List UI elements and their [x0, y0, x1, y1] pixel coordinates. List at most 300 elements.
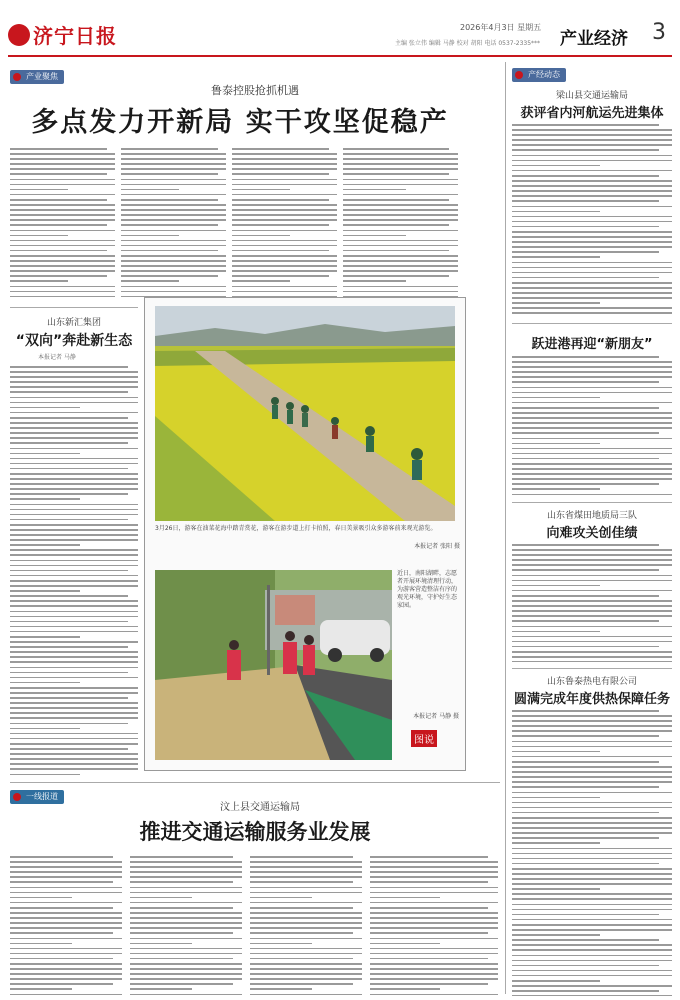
text-line	[10, 493, 128, 495]
text-line	[232, 291, 337, 293]
text-line	[232, 209, 337, 211]
text-line	[512, 730, 672, 732]
text-line	[343, 184, 458, 186]
text-line	[121, 199, 218, 201]
lead-tag	[10, 70, 64, 84]
text-line	[10, 168, 115, 170]
text-line	[10, 748, 128, 750]
bottom-kicker: 汶上县交通运输局	[220, 802, 300, 813]
lead-kicker: 鲁泰控股抢抓机遇	[211, 84, 299, 97]
text-line	[10, 978, 122, 980]
text-line	[232, 260, 337, 262]
text-line	[10, 366, 128, 368]
left-story-byline: 本报记者 马静	[38, 354, 76, 361]
text-line	[10, 376, 138, 378]
text-line	[512, 427, 672, 429]
text-line	[10, 280, 68, 282]
text-line	[130, 917, 242, 919]
text-line	[10, 758, 138, 760]
text-line	[10, 448, 138, 450]
right-story1-text	[512, 124, 672, 316]
text-line	[10, 697, 128, 699]
text-line	[130, 938, 242, 940]
text-line	[10, 245, 115, 247]
text-line	[512, 715, 672, 717]
text-line	[130, 892, 242, 894]
text-line	[370, 892, 498, 894]
text-line	[512, 939, 659, 941]
text-line	[512, 422, 672, 424]
text-line	[343, 230, 458, 232]
text-line	[512, 746, 672, 748]
text-line	[512, 822, 672, 824]
photo-side-caption: 近日，南阳湖畔，志愿者开展环境清理行动，为游客营造整洁有序的观光环境，守护好生态家园。	[397, 570, 458, 609]
text-line	[121, 265, 226, 267]
text-line	[121, 163, 226, 165]
text-line	[10, 163, 115, 165]
left-story-rule	[10, 307, 138, 308]
text-line	[10, 580, 138, 582]
text-line	[10, 296, 115, 298]
text-line	[121, 270, 226, 272]
text-line	[121, 240, 226, 242]
text-line	[370, 988, 440, 990]
text-line	[512, 955, 672, 957]
text-line	[121, 230, 226, 232]
text-line	[232, 235, 290, 237]
photo-rapeseed-field	[155, 306, 455, 521]
text-line	[370, 871, 498, 873]
text-line	[10, 871, 122, 873]
text-line	[512, 221, 672, 223]
text-line	[512, 888, 600, 890]
text-line	[10, 270, 115, 272]
photo-side-credit: 本报记者 马静 摄	[413, 713, 459, 720]
text-line	[512, 226, 659, 228]
text-line	[10, 922, 122, 924]
text-line	[512, 817, 672, 819]
text-line	[250, 861, 362, 863]
text-line	[121, 179, 226, 181]
text-line	[343, 153, 458, 155]
text-line	[343, 270, 458, 272]
text-line	[121, 250, 218, 252]
text-line	[512, 600, 672, 602]
text-line	[370, 912, 498, 914]
text-line	[130, 958, 233, 960]
text-line	[370, 887, 498, 889]
text-line	[10, 199, 107, 201]
text-line	[512, 735, 659, 737]
text-line	[10, 973, 122, 975]
text-line	[232, 224, 329, 226]
text-line	[10, 963, 122, 965]
text-line	[232, 270, 337, 272]
photo-caption: 3月26日，游客在油菜花海中踏青赏花，游客在游步道上打卡拍照，春日美景吸引众多游客前来观光游览。	[155, 525, 437, 532]
column-rule	[505, 62, 506, 994]
right-rule-3	[512, 668, 672, 669]
text-line	[512, 585, 600, 587]
text-line	[10, 917, 122, 919]
text-line	[250, 881, 353, 883]
text-line	[343, 224, 449, 226]
text-line	[10, 876, 122, 878]
text-line	[130, 953, 242, 955]
text-line	[130, 988, 192, 990]
text-line	[130, 922, 242, 924]
text-line	[10, 707, 138, 709]
lead-tag-label: 产业聚焦	[26, 72, 58, 81]
text-line	[343, 255, 458, 257]
text-line	[512, 605, 672, 607]
text-line	[130, 994, 242, 996]
text-line	[10, 397, 138, 399]
bottom-text-col-2	[130, 856, 242, 996]
text-line	[370, 948, 498, 950]
text-line	[512, 458, 659, 460]
text-line	[512, 863, 659, 865]
text-line	[512, 488, 600, 490]
text-line	[370, 978, 498, 980]
text-line	[10, 219, 115, 221]
text-line	[121, 260, 226, 262]
text-line	[232, 240, 337, 242]
text-line	[232, 199, 329, 201]
text-line	[10, 631, 138, 633]
text-line	[512, 636, 672, 638]
text-line	[512, 812, 659, 814]
text-line	[232, 265, 337, 267]
text-line	[370, 963, 498, 965]
text-line	[512, 575, 672, 577]
text-line	[10, 881, 113, 883]
text-line	[232, 214, 337, 216]
text-line	[232, 230, 337, 232]
photo-badge: 图说	[411, 730, 437, 747]
text-line	[10, 651, 138, 653]
text-line	[250, 912, 362, 914]
text-line	[370, 876, 498, 878]
text-line	[10, 483, 138, 485]
page-number: 3	[652, 20, 666, 45]
text-line	[343, 286, 458, 288]
bottom-story-rule	[10, 782, 500, 783]
text-line	[121, 235, 179, 237]
text-line	[10, 549, 138, 551]
text-line	[10, 611, 138, 613]
text-line	[512, 554, 672, 556]
text-line	[10, 585, 138, 587]
text-line	[512, 302, 600, 304]
text-line	[10, 570, 128, 572]
tag-dot-icon	[13, 793, 21, 801]
text-line	[130, 932, 233, 934]
text-line	[512, 292, 672, 294]
text-line	[250, 856, 353, 858]
text-line	[130, 907, 233, 909]
text-line	[512, 898, 672, 900]
text-line	[130, 856, 233, 858]
text-line	[232, 148, 329, 150]
text-line	[232, 219, 337, 221]
text-line	[10, 712, 138, 714]
text-line	[512, 873, 672, 875]
text-line	[250, 866, 362, 868]
text-line	[10, 932, 113, 934]
right-story1-headline: 获评省内河航运先进集体	[520, 106, 664, 121]
text-line	[10, 988, 72, 990]
text-line	[250, 917, 362, 919]
text-line	[10, 209, 115, 211]
text-line	[10, 189, 68, 191]
text-line	[370, 938, 498, 940]
text-line	[10, 504, 138, 506]
text-line	[370, 856, 488, 858]
text-line	[10, 927, 122, 929]
text-line	[512, 970, 672, 972]
text-line	[512, 909, 672, 911]
text-line	[250, 994, 362, 996]
text-line	[512, 651, 672, 653]
text-line	[10, 468, 128, 470]
text-line	[512, 792, 672, 794]
text-line	[250, 922, 362, 924]
text-line	[512, 246, 672, 248]
text-line	[10, 524, 138, 526]
text-line	[512, 216, 672, 218]
text-line	[512, 473, 672, 475]
lead-text-col-3	[232, 148, 337, 298]
text-line	[512, 559, 672, 561]
text-line	[343, 214, 458, 216]
text-line	[10, 386, 138, 388]
text-line	[10, 291, 115, 293]
text-line	[512, 155, 672, 157]
logo-seal-icon	[8, 24, 30, 46]
text-line	[10, 260, 115, 262]
text-line	[10, 230, 115, 232]
text-line	[10, 723, 128, 725]
text-line	[10, 636, 80, 638]
text-line	[512, 468, 672, 470]
text-line	[512, 483, 659, 485]
text-line	[10, 173, 107, 175]
text-line	[512, 124, 659, 126]
text-line	[250, 876, 362, 878]
text-line	[512, 165, 600, 167]
tag-dot-icon	[515, 71, 523, 79]
text-line	[512, 236, 672, 238]
text-line	[10, 148, 107, 150]
text-line	[512, 924, 672, 926]
text-line	[10, 738, 138, 740]
text-line	[232, 194, 337, 196]
text-line	[121, 173, 218, 175]
text-line	[232, 280, 290, 282]
text-line	[512, 756, 672, 758]
text-line	[512, 417, 672, 419]
text-line	[10, 641, 138, 643]
text-line	[10, 912, 122, 914]
text-line	[250, 948, 362, 950]
text-line	[10, 605, 138, 607]
text-line	[232, 255, 337, 257]
text-line	[121, 204, 226, 206]
text-line	[512, 297, 672, 299]
text-line	[250, 871, 362, 873]
section-title: 产业经济	[560, 29, 628, 49]
text-line	[512, 934, 600, 936]
text-line	[10, 646, 128, 648]
text-line	[10, 616, 138, 618]
lead-text-col-1	[10, 148, 115, 298]
text-line	[10, 600, 138, 602]
text-line	[512, 766, 672, 768]
text-line	[512, 185, 672, 187]
right-story3-text	[512, 544, 672, 662]
text-line	[512, 139, 672, 141]
text-line	[512, 376, 672, 378]
text-line	[512, 312, 672, 314]
text-line	[343, 291, 458, 293]
left-story-kicker: 山东新汇集团	[46, 318, 101, 328]
text-line	[10, 753, 138, 755]
text-line	[343, 260, 458, 262]
text-line	[10, 158, 115, 160]
text-line	[512, 256, 600, 258]
text-line	[10, 656, 138, 658]
text-line	[512, 381, 659, 383]
text-line	[512, 615, 672, 617]
text-line	[370, 968, 498, 970]
text-line	[343, 235, 406, 237]
text-line	[370, 958, 488, 960]
text-line	[512, 661, 672, 662]
text-line	[10, 235, 68, 237]
text-line	[250, 983, 353, 985]
text-line	[232, 168, 337, 170]
text-line	[512, 160, 672, 162]
text-line	[121, 153, 226, 155]
photo-credit: 本报记者 张阳 摄	[414, 543, 460, 550]
text-line	[343, 163, 458, 165]
spacer	[470, 148, 474, 149]
right-story4-text	[512, 710, 672, 996]
right-story3-headline: 向难攻关创佳绩	[546, 526, 638, 541]
text-line	[10, 286, 115, 288]
text-line	[512, 206, 672, 208]
tag-dot-icon	[13, 73, 21, 81]
text-line	[512, 448, 672, 450]
text-line	[10, 255, 115, 257]
text-line	[10, 509, 138, 511]
left-story-headline: “双向”奔赴新生态	[15, 333, 133, 349]
text-line	[130, 902, 242, 904]
text-line	[512, 761, 659, 763]
text-line	[343, 194, 458, 196]
lead-headline: 多点发力开新局 实干攻坚促稳产	[31, 107, 449, 138]
text-line	[343, 250, 449, 252]
text-line	[10, 983, 113, 985]
text-line	[130, 927, 242, 929]
left-story-text	[10, 366, 138, 778]
text-line	[10, 250, 107, 252]
text-line	[512, 175, 659, 177]
text-line	[512, 200, 659, 202]
text-line	[232, 184, 337, 186]
text-line	[10, 560, 138, 562]
right-story2-text	[512, 356, 672, 496]
text-line	[343, 199, 449, 201]
right-rule-1	[512, 323, 672, 324]
text-line	[10, 702, 138, 704]
text-line	[121, 189, 179, 191]
text-line	[10, 661, 138, 663]
text-line	[232, 250, 329, 252]
text-line	[512, 544, 659, 546]
text-line	[343, 148, 449, 150]
text-line	[121, 194, 226, 196]
text-line	[10, 672, 128, 674]
text-line	[10, 590, 80, 592]
text-line	[10, 728, 80, 730]
text-line	[343, 173, 449, 175]
text-line	[121, 255, 226, 257]
text-line	[512, 438, 672, 440]
text-line	[250, 907, 353, 909]
text-line	[512, 656, 672, 658]
text-line	[130, 887, 242, 889]
text-line	[10, 866, 122, 868]
text-line	[121, 209, 226, 211]
bottom-text-col-4	[370, 856, 498, 996]
text-line	[512, 848, 672, 850]
text-line	[512, 569, 659, 571]
text-line	[10, 412, 138, 414]
text-line	[130, 978, 242, 980]
right-story4-headline: 圆满完成年度供热保障任务	[513, 692, 670, 707]
text-line	[370, 907, 488, 909]
text-line	[512, 356, 659, 358]
text-line	[512, 868, 672, 870]
text-line	[250, 953, 362, 955]
text-line	[512, 837, 659, 839]
text-line	[512, 858, 672, 860]
text-line	[130, 897, 192, 899]
text-line	[512, 641, 672, 643]
text-line	[512, 361, 672, 363]
text-line	[343, 219, 458, 221]
text-line	[10, 948, 122, 950]
bottom-text-col-1	[10, 856, 122, 996]
text-line	[512, 195, 672, 197]
text-line	[250, 973, 362, 975]
text-line	[250, 927, 362, 929]
text-line	[512, 883, 672, 885]
text-line	[10, 453, 80, 455]
text-line	[250, 932, 353, 934]
text-line	[512, 786, 659, 788]
text-line	[512, 853, 672, 855]
text-line	[10, 402, 138, 404]
text-line	[10, 194, 115, 196]
text-line	[512, 949, 672, 951]
text-line	[10, 275, 107, 277]
text-line	[512, 797, 600, 799]
text-line	[343, 240, 458, 242]
text-line	[512, 144, 672, 146]
text-line	[512, 995, 672, 996]
